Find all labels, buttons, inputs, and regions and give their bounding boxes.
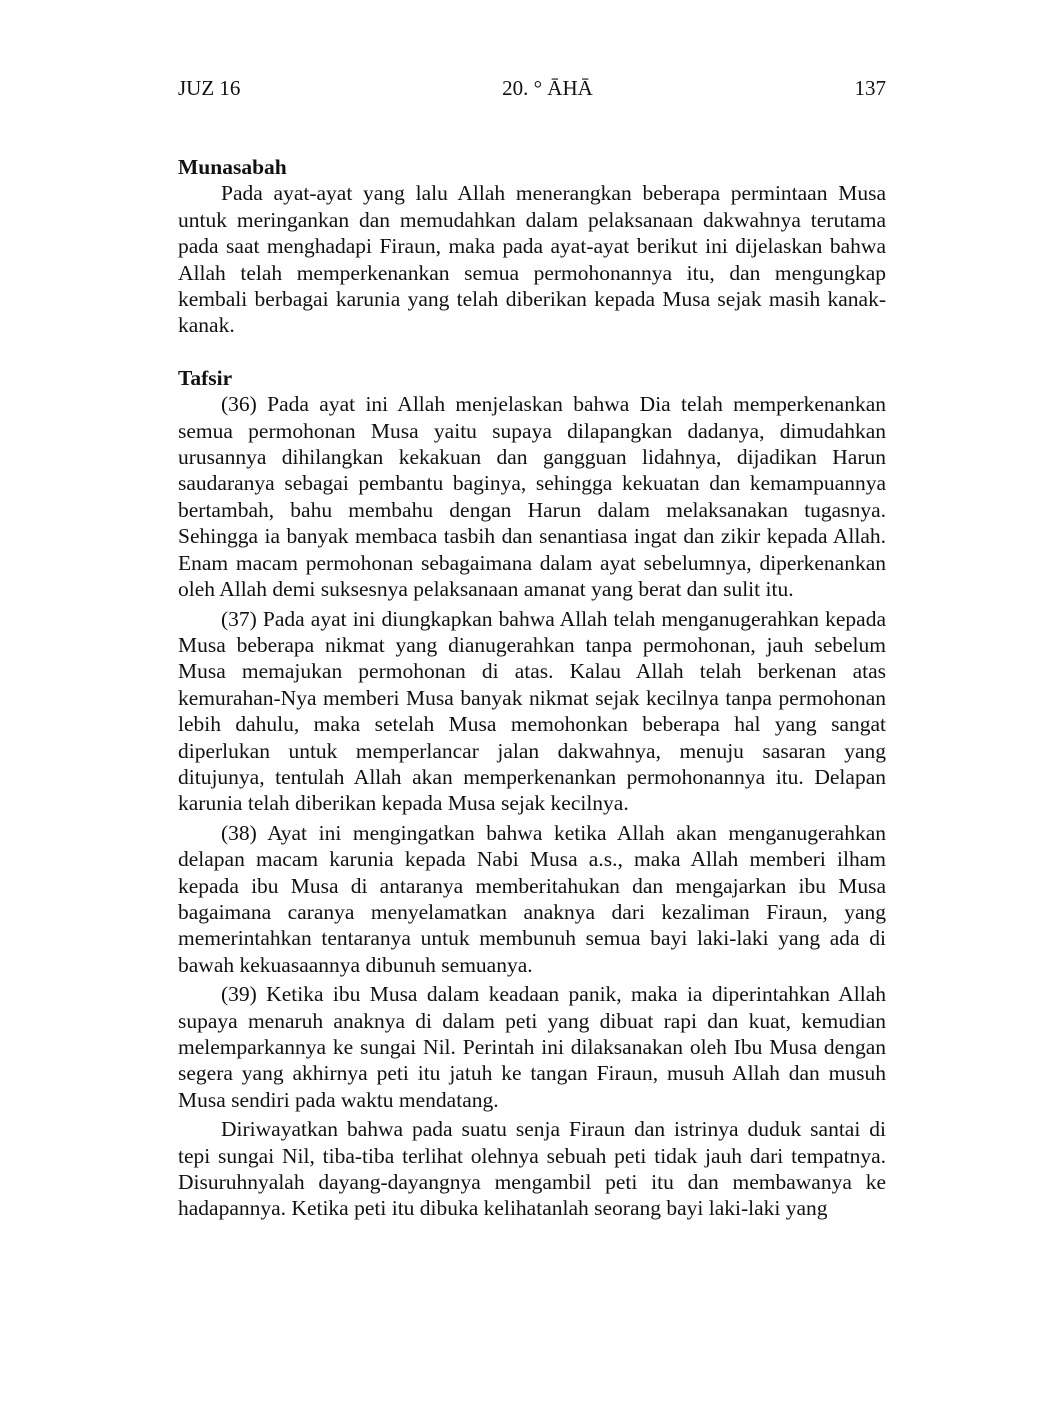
tafsir-heading: Tafsir xyxy=(178,365,233,390)
tafsir-paragraph-riwayat: Diriwayatkan bahwa pada suatu senja Firaun dan istrinya duduk santai di tepi sungai Nil, tiba-tiba terlihat olehnya sebuah peti tidak jauh dari tempatnya. Disuruhnyalah dayang-dayangnya mengambil peti itu dan membawanya ke hadapannya. Ketika peti itu dibuka kelihatanlah seorang bayi laki-laki yang xyxy=(178,1117,886,1221)
munasabah-section xyxy=(178,154,886,339)
munasabah-heading: Munasabah xyxy=(178,155,287,179)
juz-label: JUZ 16 xyxy=(178,76,241,100)
munasabah-paragraph: Pada ayat-ayat yang lalu Allah menerangkan beberapa permintaan Musa untuk meringankan dan memudahkan dalam pelaksanaan dakwahnya terutama pada saat menghadapi Firaun, maka pada ayat-ayat berikut ini dijelaskan bahwa Allah telah memperkenankan semua permohonannya itu, dan mengungkap kembali berbagai karunia yang telah diberikan kepada Musa sejak masih kanak-kanak. xyxy=(178,181,886,338)
tafsir-paragraph-36: (36) Pada ayat ini Allah menjelaskan bahwa Dia telah memperkenankan semua permohonan Musa yaitu supaya dilapangkan dadanya, dimudahkan urusannya dihilangkan kekakuan dan gangguan lidahnya, dijadikan Harun saudaranya sebagai pembantu baginya, sehingga kekuatan dan kemampuannya bertambah, bahu membahu dengan Harun dalam melaksanakan tugasnya. Sehingga ia banyak membaca tasbih dan senantiasa ingat dan zikir kepada Allah. Enam macam permohonan sebagaimana dalam ayat sebelumnya, diperkenankan oleh Allah demi suksesnya pelaksanaan amanat yang berat dan sulit itu. xyxy=(178,392,886,602)
surah-title: 20. ° ĀHĀ xyxy=(502,76,593,100)
tafsir-paragraph-38: (38) Ayat ini mengingatkan bahwa ketika Allah akan menganugerahkan delapan macam karunia kepada Nabi Musa a.s., maka Allah memberi ilham kepada ibu Musa di antaranya memberitahukan dan mengajarkan ibu Musa bagaimana caranya menyelamatkan anaknya dari kezaliman Firaun, yang memerintahkan tentaranya untuk membunuh semua bayi laki-laki yang ada di bawah kekuasaannya dibunuh semuanya. xyxy=(178,820,886,977)
tafsir-paragraph-39: (39) Ketika ibu Musa dalam keadaan panik, maka ia diperintahkan Allah supaya menaruh anaknya di dalam peti yang dibuat rapi dan kuat, kemudian melemparkannya ke sungai Nil. Perintah ini dilaksanakan oleh Ibu Musa dengan segera yang akhirnya peti itu jatuh ke tangan Firaun, musuh Allah dan musuh Musa sendiri pada waktu mendatang. xyxy=(178,982,886,1112)
book-page xyxy=(178,74,886,1222)
page-number: 137 xyxy=(854,76,886,100)
tafsir-paragraph-37: (37) Pada ayat ini diungkapkan bahwa Allah telah menganugerahkan kepada Musa beberapa nikmat yang dianugerahkan tanpa permohonan, jauh sebelum Musa memajukan permohonan di atas. Kalau Allah telah berkenan atas kemurahan-Nya memberi Musa banyak nikmat sejak kecilnya tanpa permohonan lebih dahulu, maka setelah Musa memohonkan beberapa hal yang sangat diperlukan untuk memperlancar jalan dakwahnya, menuju sasaran yang ditujunya, tentulah Allah akan memperkenankan permohonannya itu. Delapan karunia telah diberikan kepada Musa sejak kecilnya. xyxy=(178,606,886,816)
tafsir-section xyxy=(178,365,886,1222)
running-header xyxy=(178,74,886,102)
